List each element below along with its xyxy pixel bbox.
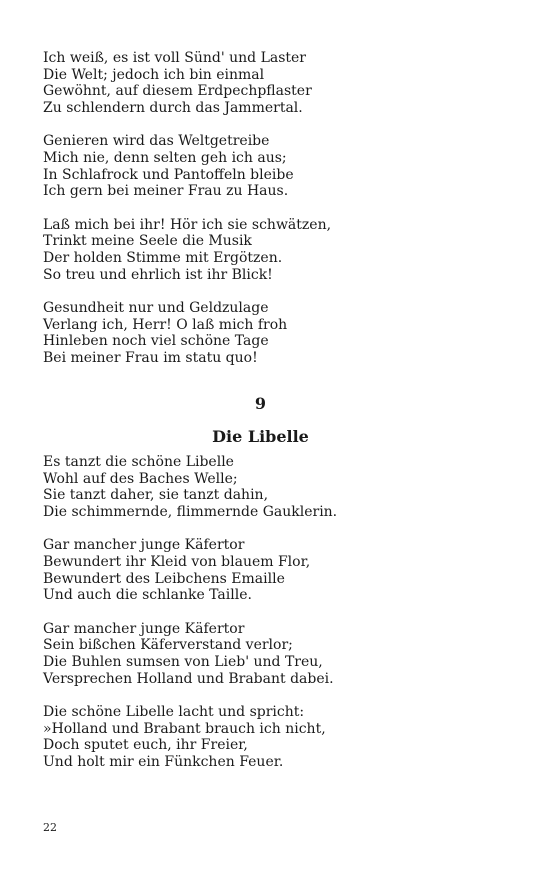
verse-line: Zu schlendern durch das Jammertal.: [43, 100, 303, 117]
verse-line: Mich nie, denn selten geh ich aus;: [43, 150, 287, 167]
verse-line: Gar mancher junge Käfertor: [43, 537, 245, 554]
stanza: [43, 704, 513, 771]
verse-line: Sie tanzt daher, sie tanzt dahin,: [43, 487, 269, 504]
verse-line: Wohl auf des Baches Welle;: [43, 470, 238, 487]
stanza: [43, 621, 513, 688]
verse-line: Gewöhnt, auf diesem Erdpechpflaster: [43, 83, 312, 100]
verse-line: Es tanzt die schöne Libelle: [43, 454, 234, 470]
verse-line: Die Buhlen sumsen von Lieb' und Treu,: [43, 654, 323, 671]
page-number: 22: [43, 821, 57, 834]
poem-title: Die Libelle: [212, 427, 309, 446]
verse-line: Der holden Stimme mit Ergötzen.: [43, 250, 283, 267]
verse-line: Versprechen Holland und Brabant dabei.: [43, 670, 334, 687]
verse-line: Bei meiner Frau im statu quo!: [43, 350, 258, 367]
verse-line: Bewundert ihr Kleid von blauem Flor,: [43, 554, 311, 571]
verse-line: Laß mich bei ihr! Hör ich sie schwätzen,: [43, 216, 332, 233]
verse-line: Verlang ich, Herr! O laß mich froh: [43, 316, 288, 333]
verse-line: Und holt mir ein Fünkchen Feuer.: [43, 754, 284, 771]
verse-line: Die Welt; jedoch ich bin einmal: [43, 66, 265, 83]
stanza: [43, 454, 513, 521]
poem-number: 9: [254, 394, 267, 413]
verse-line: Gesundheit nur und Geldzulage: [43, 299, 269, 316]
poem-continuation: [43, 50, 513, 367]
verse-line: Und auch die schlanke Taille.: [43, 587, 252, 604]
stanza: [43, 537, 513, 604]
stanza: [43, 50, 513, 117]
stanza: [43, 217, 513, 284]
verse-line: Hinleben noch viel schöne Tage: [43, 333, 269, 350]
verse-line: Die schimmernde, flimmernde Gauklerin.: [43, 504, 338, 521]
verse-line: Gar mancher junge Käfertor: [43, 620, 245, 637]
verse-line: Ich weiß, es ist voll Sünd' und Laster: [43, 50, 306, 66]
verse-line: Genieren wird das Weltgetreibe: [43, 133, 270, 150]
verse-line: »Holland und Brabant brauch ich nicht,: [43, 720, 326, 737]
stanza: [43, 133, 513, 200]
verse-line: So treu und ehrlich ist ihr Blick!: [43, 266, 273, 283]
stanza: [43, 300, 513, 367]
poem-die-libelle: [43, 454, 513, 771]
verse-line: Doch sputet euch, ihr Freier,: [43, 737, 248, 754]
verse-line: Bewundert des Leibchens Emaille: [43, 570, 285, 587]
verse-line: Sein bißchen Käferverstand verlor;: [43, 637, 293, 654]
verse-line: Ich gern bei meiner Frau zu Haus.: [43, 183, 289, 200]
verse-line: Die schöne Libelle lacht und spricht:: [43, 703, 305, 720]
verse-line: In Schlafrock und Pantoffeln bleibe: [43, 166, 294, 183]
verse-line: Trinkt meine Seele die Musik: [43, 233, 252, 250]
